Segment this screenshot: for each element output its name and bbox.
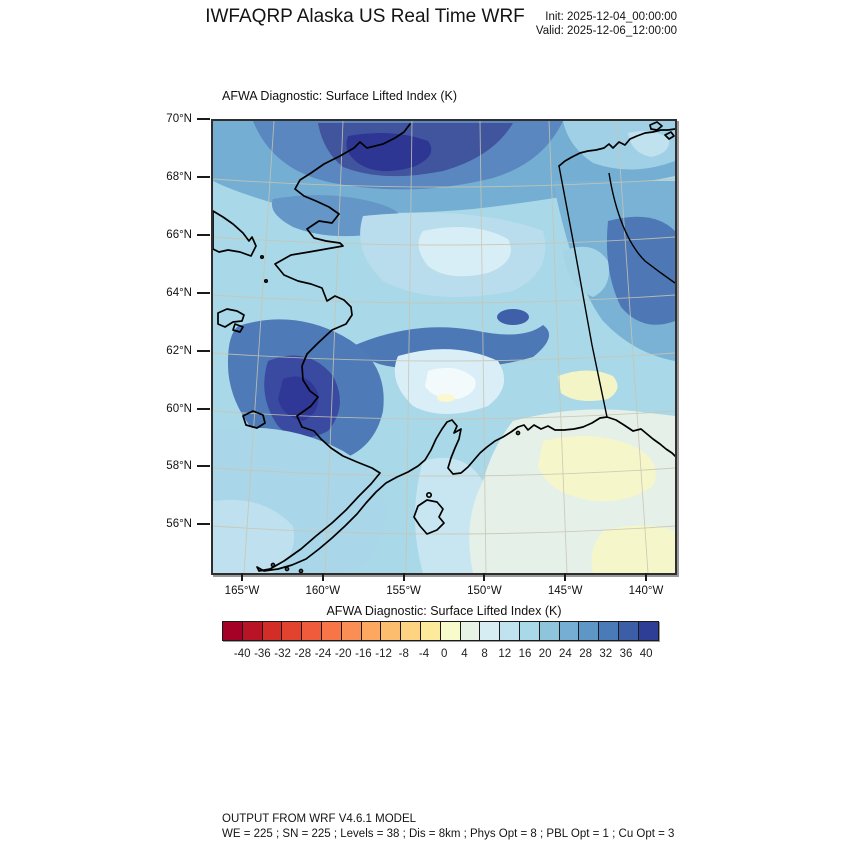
lat-tick-label: 60°N — [166, 402, 192, 415]
colorbar-cell — [362, 622, 382, 640]
lon-tick-label: 140°W — [628, 585, 664, 597]
lon-tick-label: 160°W — [305, 585, 341, 597]
colorbar-tick-label: 32 — [599, 648, 613, 660]
lat-tick — [197, 408, 210, 410]
footer-line-1: OUTPUT FROM WRF V4.6.1 MODEL — [222, 813, 417, 825]
colorbar-tick-label: -8 — [398, 648, 409, 660]
colorbar-tick-label: 4 — [461, 648, 468, 660]
plot-title-bottom: AFWA Diagnostic: Surface Lifted Index (K) — [326, 604, 562, 618]
lifted-index-map — [213, 121, 675, 573]
colorbar-cell — [381, 622, 401, 640]
colorbar-tick-label: 28 — [579, 648, 592, 660]
colorbar-cell — [461, 622, 481, 640]
lon-tick — [564, 573, 566, 581]
colorbar-cell — [639, 622, 658, 640]
lon-tick — [241, 573, 243, 581]
colorbar-tick-label: 20 — [538, 648, 552, 660]
lat-tick-label: 66°N — [166, 228, 192, 241]
page-title: IWFAQRP Alaska US Real Time WRF — [205, 6, 525, 27]
footer-caption — [222, 812, 674, 841]
colorbar-cell — [441, 622, 461, 640]
valid-time: Valid: 2025-12-06_12:00:00 — [535, 25, 677, 37]
colorbar-cell — [421, 622, 441, 640]
map-shade-range-spot — [497, 309, 529, 325]
colorbar-tick-label: 12 — [498, 648, 512, 660]
lon-tick — [322, 573, 324, 581]
lat-tick — [197, 292, 210, 294]
colorbar-tick-label: 8 — [481, 648, 488, 660]
map-shade-east-cream — [558, 371, 617, 402]
colorbar-tick-label: -12 — [375, 648, 392, 660]
colorbar-cell — [282, 622, 302, 640]
colorbar-cell — [480, 622, 500, 640]
colorbar-cell — [560, 622, 580, 640]
colorbar-cell — [540, 622, 560, 640]
lat-tick — [197, 523, 210, 525]
colorbar-cell — [619, 622, 639, 640]
lat-tick — [197, 118, 210, 120]
colorbar — [222, 621, 659, 641]
lat-tick — [197, 234, 210, 236]
lon-tick — [645, 573, 647, 581]
lon-tick-label: 155°W — [386, 585, 421, 597]
run-times — [467, 10, 677, 38]
lon-tick — [403, 573, 405, 581]
colorbar-tick-label: -40 — [233, 648, 251, 660]
map-shade-corner-cream — [591, 526, 675, 574]
lat-tick-label: 68°N — [166, 170, 192, 183]
lat-tick-label: 64°N — [166, 286, 192, 299]
colorbar-cell — [322, 622, 342, 640]
colorbar-tick-label: 0 — [440, 648, 448, 660]
colorbar-cell — [302, 622, 322, 640]
colorbar-cell — [342, 622, 362, 640]
lat-tick-label: 70°N — [166, 113, 192, 125]
lat-tick-label: 56°N — [166, 518, 192, 531]
colorbar-cell — [599, 622, 619, 640]
lon-tick — [483, 573, 485, 581]
map-canvas — [211, 119, 677, 575]
colorbar-cell — [401, 622, 421, 640]
lat-tick-label: 62°N — [166, 344, 192, 357]
colorbar-cell — [243, 622, 263, 640]
colorbar-cell — [263, 622, 283, 640]
colorbar-tick-label: -36 — [254, 648, 271, 660]
colorbar-cell — [223, 622, 243, 640]
colorbar-tick-label: -16 — [355, 648, 372, 660]
colorbar-tick-label: 40 — [639, 648, 653, 660]
map-shade-center-cream-spot — [437, 394, 455, 402]
footer-line-2: WE = 225 ; SN = 225 ; Levels = 38 ; Dis = 8km ; Phys Opt = 8 ; PBL Opt = 1 ; Cu Opt = 3 — [222, 827, 675, 840]
colorbar-tick-label: -28 — [294, 648, 312, 660]
lon-tick-label: 150°W — [467, 585, 502, 597]
colorbar-tick-label: -20 — [334, 648, 352, 660]
lat-tick — [197, 350, 210, 352]
lat-tick-label: 58°N — [166, 460, 192, 473]
colorbar-tick-label: -32 — [274, 648, 291, 660]
lat-tick — [197, 176, 210, 178]
colorbar-tick-label: -24 — [314, 648, 332, 660]
init-time: Init: 2025-12-04_00:00:00 — [545, 11, 677, 23]
colorbar-cell — [500, 622, 520, 640]
colorbar-tick-label: 16 — [518, 648, 532, 660]
lon-tick-label: 165°W — [224, 585, 260, 597]
colorbar-tick-label: 24 — [558, 648, 572, 660]
plot-title-top: AFWA Diagnostic: Surface Lifted Index (K) — [222, 89, 458, 103]
colorbar-cell — [579, 622, 599, 640]
lon-tick-label: 145°W — [547, 585, 583, 597]
colorbar-cell — [520, 622, 540, 640]
colorbar-tick-label: 36 — [619, 648, 633, 660]
lat-tick — [197, 465, 210, 467]
colorbar-tick-label: -4 — [418, 648, 430, 660]
